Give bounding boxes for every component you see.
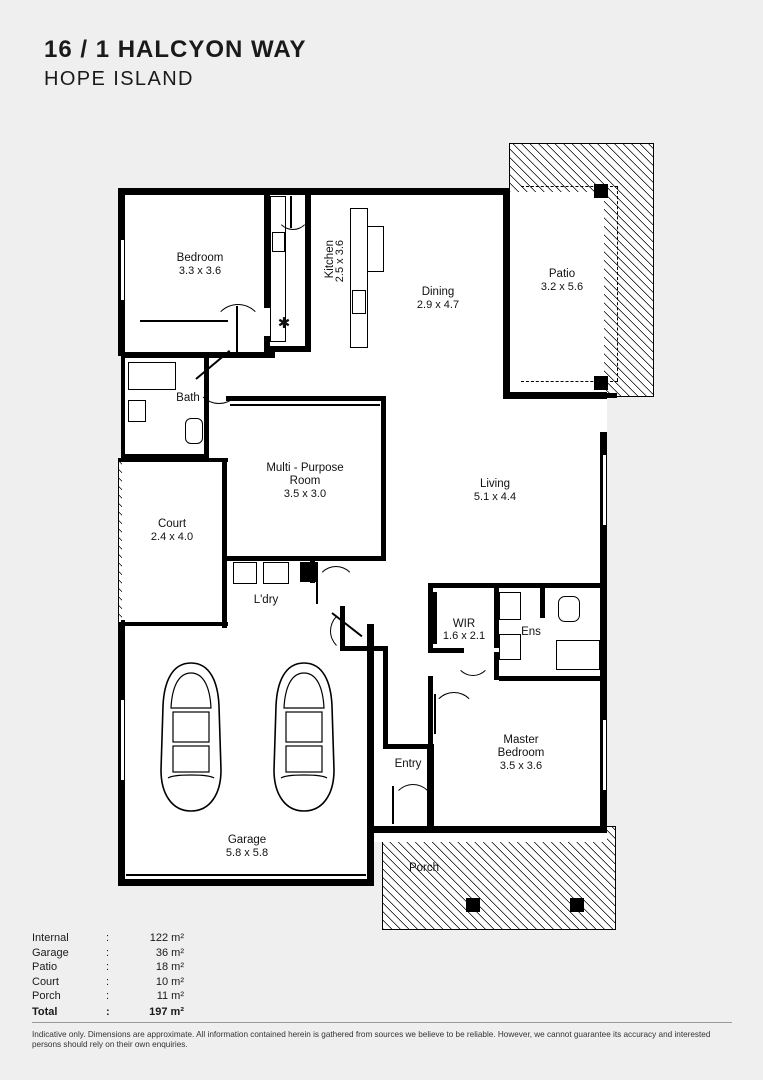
area-value-porch: 11 m² [156, 990, 184, 1003]
ens-shower [499, 592, 521, 620]
area-label-porch: Porch [32, 990, 61, 1003]
room-label-master [452, 734, 590, 773]
wall-garage-bottom [118, 879, 374, 886]
table-row [32, 946, 186, 961]
table-row [32, 989, 186, 1004]
property-address-line2: HOPE ISLAND [44, 68, 194, 90]
laundry-tub [233, 562, 257, 584]
room-name-court: Court [157, 518, 187, 530]
wall-garage-right [367, 624, 374, 886]
area-colon-internal: : [106, 932, 110, 944]
room-label-bedroom2 [140, 252, 260, 278]
room-name-ens: Ens [521, 626, 541, 638]
room-name-dining: Dining [421, 286, 455, 298]
wall-court-bottom [118, 622, 228, 626]
table-row [32, 931, 186, 946]
kitchen-island-bench [350, 208, 368, 348]
door-kitchen-leaf [290, 196, 292, 228]
room-label-living [430, 478, 560, 504]
wall-left-laundry [222, 460, 227, 628]
room-label-bath [148, 392, 228, 405]
room-label-wir [436, 618, 492, 642]
area-value-garage: 36 m² [155, 946, 184, 959]
area-value-patio: 18 m² [155, 961, 184, 974]
wardrobe-master [540, 676, 600, 678]
door-bedroom2-leaf [236, 306, 238, 352]
table-row [32, 975, 186, 990]
area-label-patio: Patio [32, 961, 58, 974]
room-label-multipurpose [236, 462, 374, 501]
area-label-court: Court [32, 975, 59, 988]
porch-post-left [466, 898, 480, 912]
wardrobe-multipurpose [230, 404, 380, 406]
patio-post-top [594, 184, 608, 198]
door-entry [392, 784, 434, 826]
room-name-bath: Bath [176, 392, 200, 404]
room-label-ens [508, 626, 554, 639]
car-left-icon [152, 660, 230, 815]
wall-entry-bottom [367, 826, 433, 833]
wall-master-bottom [427, 826, 607, 833]
area-value-total: 197 m² [149, 1005, 184, 1018]
room-dim-patio: 3.2 x 5.6 [540, 281, 584, 293]
door-laundry [316, 566, 356, 606]
wall-entry-top [383, 744, 433, 749]
room-dim-living: 5.1 x 4.4 [473, 491, 517, 503]
table-row-total [32, 1004, 186, 1020]
area-label-internal: Internal [32, 932, 69, 944]
room-dim-dining: 2.9 x 4.7 [416, 299, 460, 311]
door-master [432, 692, 476, 736]
room-name-multipurpose-2: Room [289, 475, 321, 487]
room-dim-master: 3.5 x 3.6 [499, 760, 543, 772]
patio-edge-bottom [509, 393, 617, 398]
wall-wir-top [428, 583, 606, 588]
room-name-bedroom2: Bedroom [176, 252, 224, 264]
window-garage-left [120, 700, 125, 780]
area-colon-porch: : [106, 990, 110, 1003]
room-name-porch: Porch [408, 862, 440, 874]
room-label-court [118, 518, 226, 544]
room-dim-multipurpose: 3.5 x 3.0 [283, 488, 327, 500]
ens-toilet [558, 596, 580, 622]
laundry-washer [263, 562, 289, 584]
window-master-right [602, 720, 607, 790]
wall-laundry-top [226, 556, 386, 561]
door-master-leaf [434, 694, 436, 734]
wall-kitchen-bottom [270, 346, 311, 352]
wall-bedroom-bottom [125, 352, 275, 358]
table-row [32, 960, 186, 975]
ens-bath [556, 640, 600, 670]
room-label-porch [386, 862, 462, 875]
window-bedroom-left [120, 240, 125, 300]
door-wir [455, 640, 491, 676]
porch-post-right [570, 898, 584, 912]
wall-top [118, 188, 510, 195]
room-label-patio [500, 268, 624, 294]
bath-toilet [185, 418, 203, 444]
area-colon-garage: : [106, 946, 110, 959]
room-label-entry [380, 758, 436, 771]
room-name-patio: Patio [548, 268, 576, 280]
room-name-garage: Garage [227, 834, 267, 846]
wall-ens-mid [540, 588, 545, 618]
room-name-multipurpose: Multi - Purpose [266, 462, 344, 474]
window-living-right [602, 455, 607, 525]
room-dim-wir: 1.6 x 2.1 [442, 630, 486, 642]
area-colon-patio: : [106, 961, 110, 974]
property-address-line1: 16 / 1 HALCYON WAY [44, 36, 307, 63]
wall-multipurpose-right [381, 396, 386, 558]
room-label-dining [380, 286, 496, 312]
bath-tub [128, 362, 176, 390]
door-bedroom2 [213, 304, 263, 354]
room-dim-kitchen: 2.5 x 3.6 [334, 240, 346, 283]
area-colon-court: : [106, 975, 110, 988]
patio-post-bottom [594, 376, 608, 390]
door-laundry-leaf [316, 568, 318, 604]
room-name-wir: WIR [452, 618, 476, 630]
door-entry-leaf [392, 786, 394, 824]
kitchen-cooktop [272, 232, 285, 252]
wall-entry-left [383, 646, 388, 748]
car-right-icon [265, 660, 343, 815]
room-dim-court: 2.4 x 4.0 [150, 531, 194, 543]
room-name-master: Master [503, 734, 539, 746]
area-value-court: 10 m² [155, 975, 184, 988]
footer-divider [32, 1022, 732, 1023]
area-colon-total: : [106, 1005, 110, 1018]
room-label-laundry [230, 594, 302, 607]
bath-basin [128, 400, 146, 422]
wall-left-bath [121, 356, 125, 460]
room-label-garage [190, 834, 304, 860]
garage-door-line [126, 874, 366, 876]
room-name-entry: Entry [394, 758, 422, 770]
area-label-total: Total [32, 1005, 58, 1018]
room-name-laundry: L'dry [253, 594, 279, 606]
area-label-garage: Garage [32, 946, 69, 959]
kitchen-sink [352, 290, 366, 314]
wall-bath-bottom [125, 454, 209, 459]
area-schedule [32, 931, 186, 1020]
wall-right-lower [600, 580, 607, 833]
wall-multipurpose-top [226, 396, 386, 401]
room-label-kitchen [312, 240, 348, 282]
room-name-living: Living [479, 478, 511, 490]
disclaimer-text: Indicative only. Dimensions are approximate. All information contained herein is gathered from sources we believe to be reliable. However, we cannot guarantee its accuracy and interested persons should rely on their own enquiries. [32, 1030, 711, 1050]
kitchen-star-symbol: ✱ [277, 315, 291, 332]
patio-slider-2 [504, 300, 506, 340]
door-kitchen-top [276, 196, 310, 230]
room-name-master-2: Bedroom [497, 747, 545, 759]
room-name-kitchen: Kitchen [323, 240, 336, 279]
room-dim-garage: 5.8 x 5.8 [225, 847, 269, 859]
room-dim-bedroom2: 3.3 x 3.6 [178, 265, 222, 277]
area-value-internal: 122 m² [149, 932, 184, 944]
area-schedule-table [32, 931, 186, 1020]
